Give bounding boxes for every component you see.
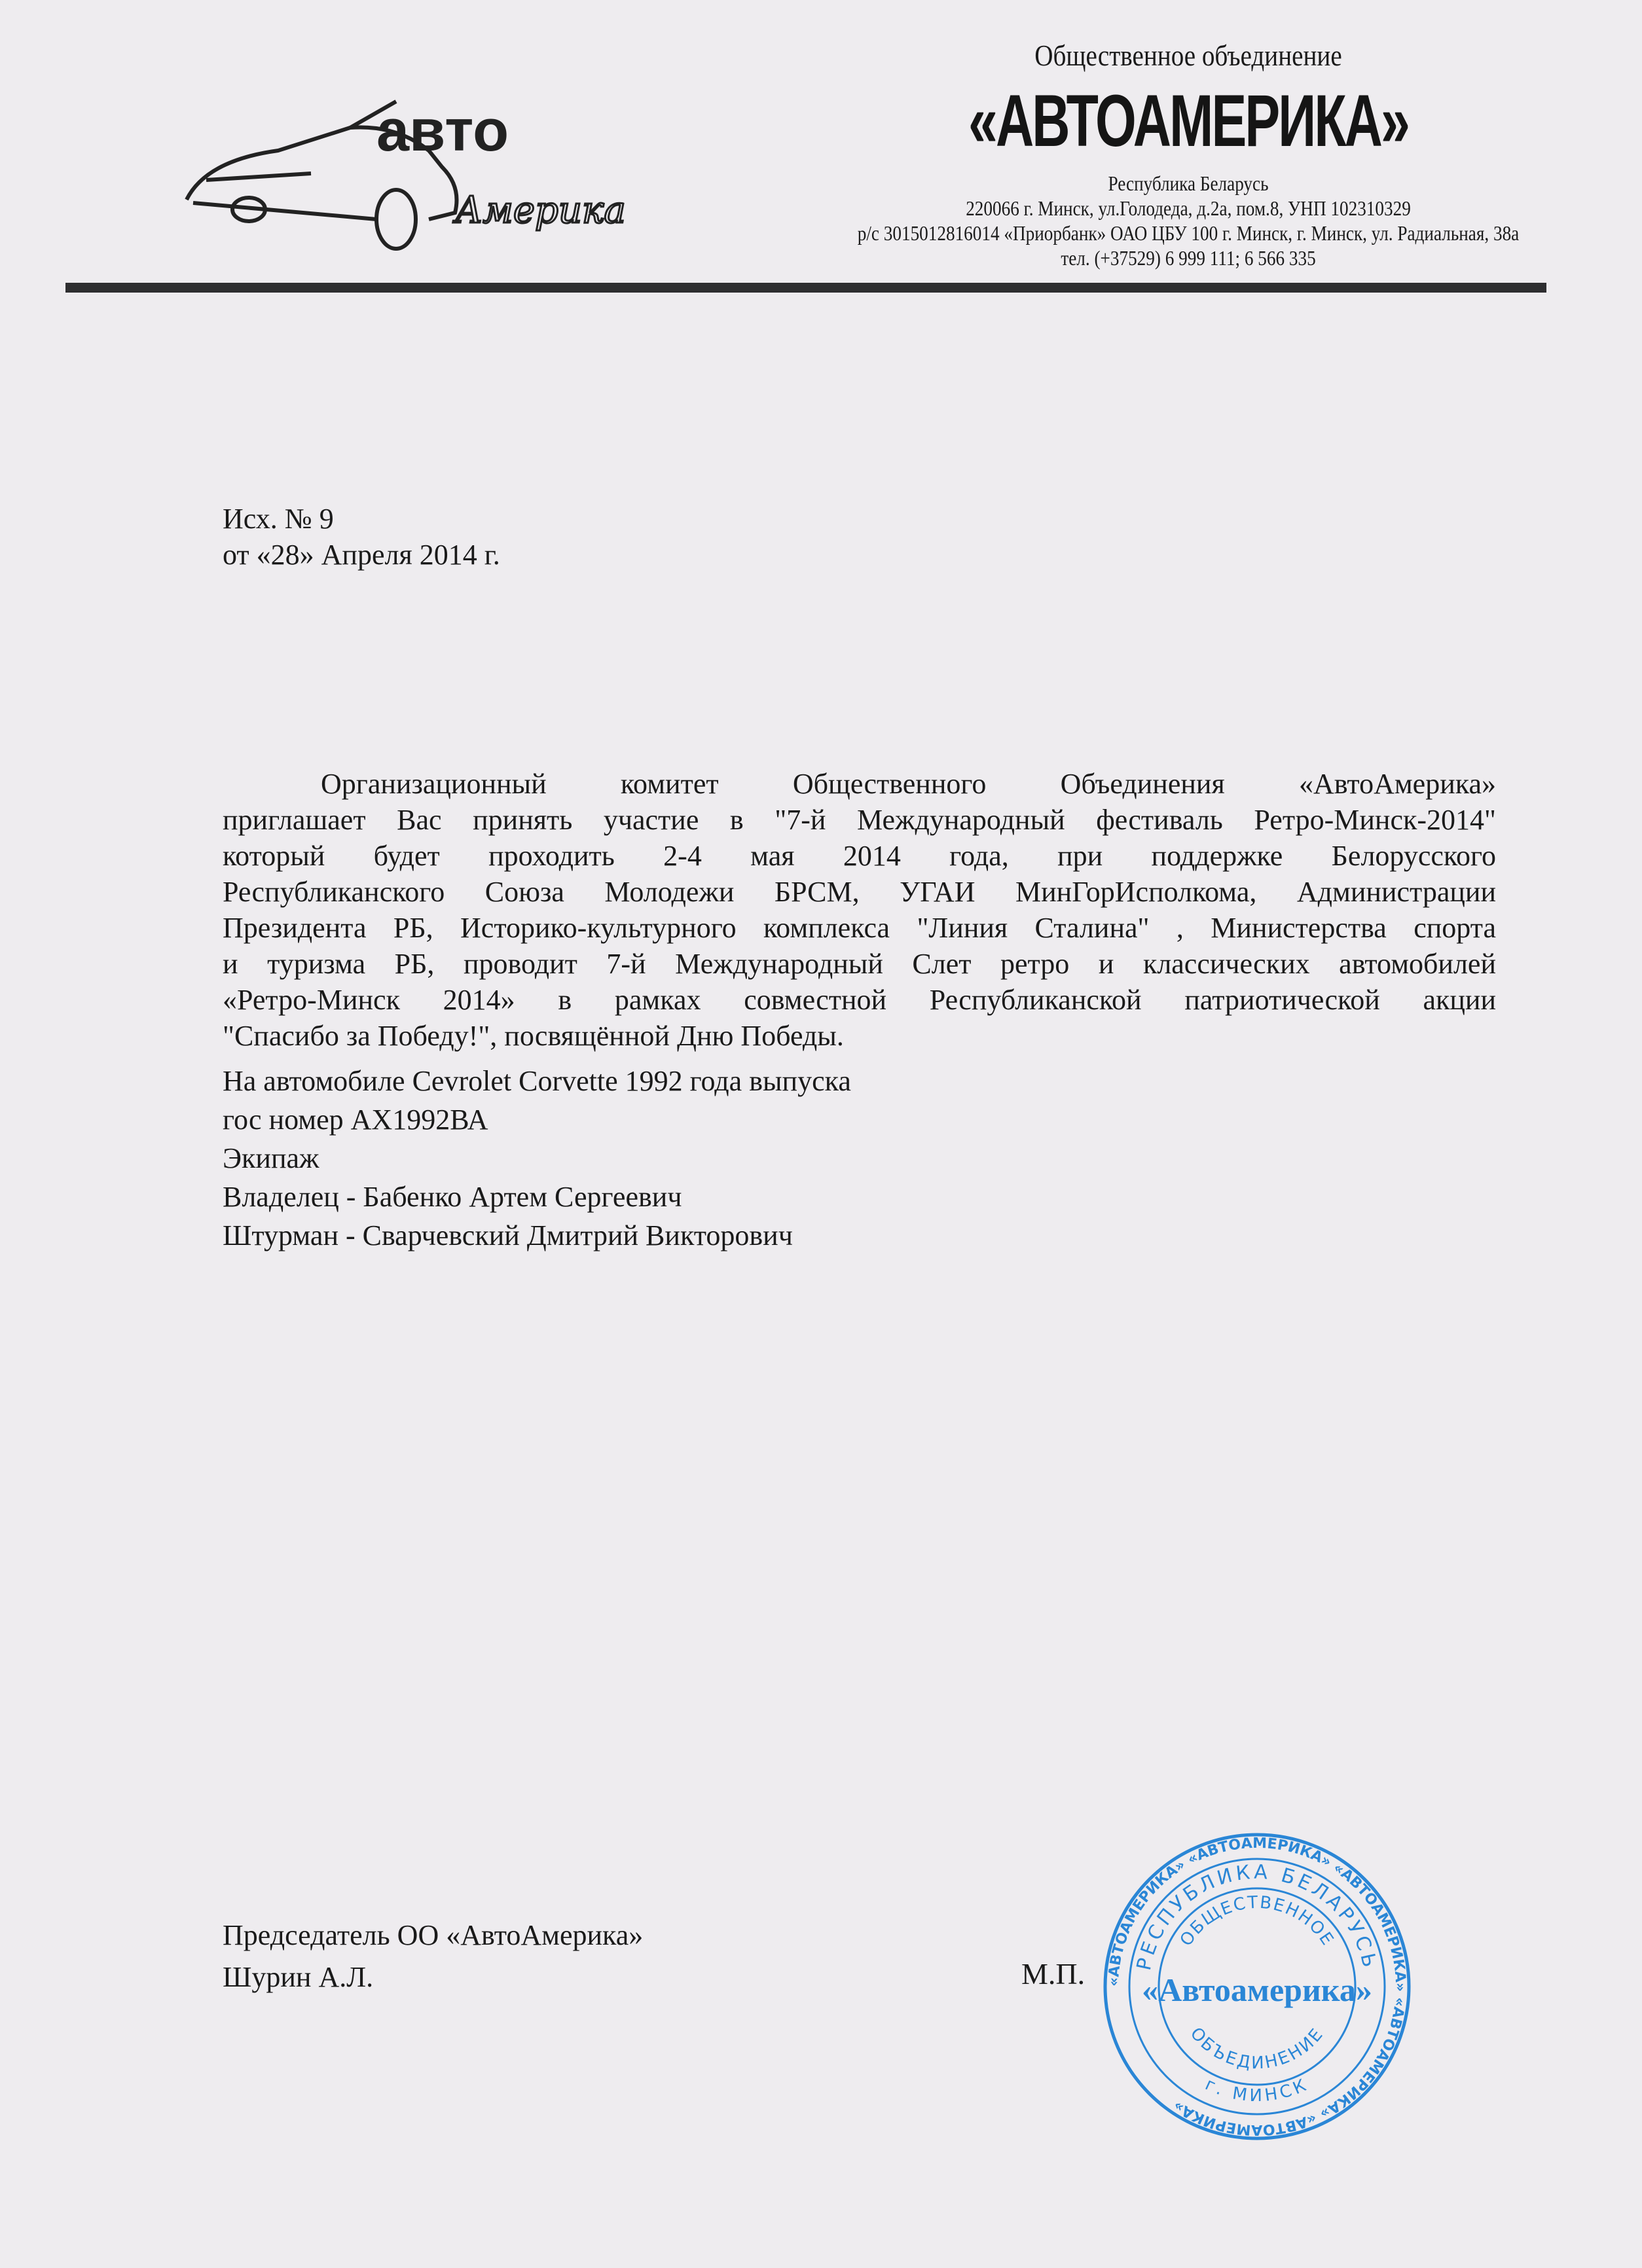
crew-block [223, 1062, 851, 1255]
svg-text:«Автоамерика»: «Автоамерика» [1142, 1971, 1372, 2008]
plate-number: гос номер АХ1992ВА [223, 1104, 488, 1136]
signature-block [223, 1915, 643, 1998]
company-logo [180, 88, 626, 259]
owner: Владелец - Бабенко Артем Сергеевич [223, 1181, 682, 1213]
outgoing-number: Исх. № 9 [223, 503, 334, 535]
svg-text:авто: авто [376, 98, 509, 164]
paragraph-line: приглашает Вас принять участие в "7-й Международный фестиваль Ретро-Минск-2014" [223, 804, 1496, 836]
crew-label: Экипаж [223, 1142, 319, 1174]
org-type: Общественное объединение [1034, 39, 1342, 72]
paragraph-line: Республиканского Союза Молодежи БРСМ, УГАИ МинГорИсполкома, Администрации [223, 876, 1496, 908]
svg-text:ОБЪЕДИНЕНИЕ: ОБЪЕДИНЕНИЕ [1186, 2023, 1328, 2074]
address: 220066 г. Минск, ул.Голодеда, д.2а, пом.8, УНП 102310329 [966, 196, 1411, 220]
svg-text:г. МИНСК: г. МИНСК [1202, 2074, 1312, 2106]
svg-text:РЕСПУБЛИКА БЕЛАРУСЬ: РЕСПУБЛИКА БЕЛАРУСЬ [1132, 1860, 1382, 1973]
signer-name: Шурин А.Л. [223, 1961, 374, 1993]
paragraph-line: «Ретро-Минск 2014» в рамках совместной Республиканской патриотической акции [223, 984, 1496, 1016]
bank-details: р/с 3015012816014 «Приорбанк» ОАО ЦБУ 100 г. Минск, г. Минск, ул. Радиальная, 38а [857, 221, 1520, 245]
reference-block [223, 501, 500, 573]
svg-text:«АВТОАМЕРИКА» «АВТОАМЕРИКА» «А: «АВТОАМЕРИКА» «АВТОАМЕРИКА» «АВТОАМЕРИКА» «АВТОАМЕРИКА» «АВТОАМЕРИКА» [1105, 1835, 1409, 2138]
phone: тел. (+37529) 6 999 111; 6 566 335 [1061, 246, 1316, 270]
paragraph-line: Президента РБ, Историко-культурного комплекса "Линия Сталина" , Министерства спорта [223, 912, 1496, 944]
official-stamp [1100, 1829, 1414, 2144]
invitation-paragraph [223, 766, 1496, 1054]
navigator: Штурман - Сварчевский Дмитрий Викторович [223, 1219, 793, 1251]
signer-title: Председатель ОО «АвтоАмерика» [223, 1919, 644, 1951]
car-info: На автомобиле Cevrolet Corvette 1992 года выпуска [223, 1065, 851, 1097]
org-name: «АВТОАМЕРИКА» [968, 80, 1409, 162]
country: Республика Беларусь [1108, 171, 1269, 195]
letter-date: от «28» Апреля 2014 г. [223, 539, 500, 571]
paragraph-line: "Спасибо за Победу!", посвящённой Дню Победы. [223, 1020, 844, 1052]
seal-mark: М.П. [1021, 1957, 1086, 1990]
svg-text:ОБЩЕСТВЕННОЕ: ОБЩЕСТВЕННОЕ [1176, 1892, 1338, 1950]
svg-text:Америка: Америка [455, 189, 626, 232]
paragraph-line: который будет проходить 2-4 мая 2014 года, при поддержке Белорусского [223, 840, 1496, 872]
paragraph-line: Организационный комитет Общественного Объединения «АвтоАмерика» [321, 768, 1496, 800]
paragraph-line: и туризма РБ, проводит 7-й Международный Слет ретро и классических автомобилей [223, 948, 1496, 980]
header-divider [65, 283, 1546, 293]
